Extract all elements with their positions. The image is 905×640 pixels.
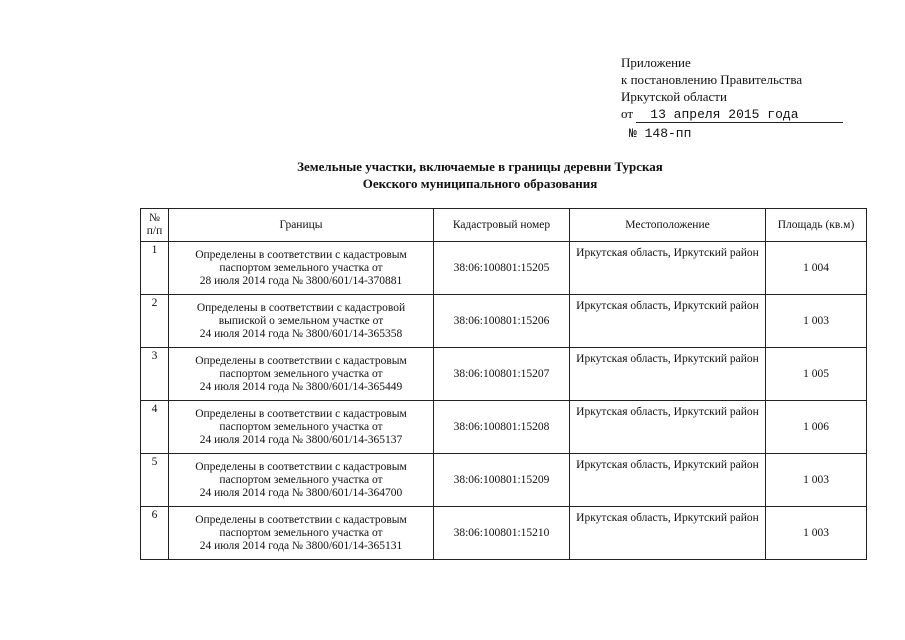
table-header-row [141, 209, 867, 242]
table-row [141, 295, 867, 348]
appendix-block [621, 54, 843, 142]
table-row [141, 348, 867, 401]
row-number: 4 [141, 401, 169, 454]
row-cadastral-number: 38:06:100801:15205 [434, 242, 570, 295]
row-cadastral-number: 38:06:100801:15208 [434, 401, 570, 454]
appendix-date-line [621, 105, 843, 123]
header-cadastral: Кадастровый номер [434, 209, 570, 242]
row-location: Иркутская область, Иркутский район [570, 295, 766, 348]
appendix-line-2: к постановлению Правительства [621, 72, 803, 87]
land-plots-table [140, 208, 867, 560]
table-row [141, 401, 867, 454]
header-location: Местоположение [570, 209, 766, 242]
row-area: 1 005 [766, 348, 867, 401]
table-body [141, 242, 867, 560]
row-bounds: Определены в соответствии с кадастровым паспортом земельного участка от 24 июля 2014 года № 3800/601/14-365131 [169, 507, 434, 560]
appendix-line-1: Приложение [621, 55, 691, 70]
row-area: 1 004 [766, 242, 867, 295]
row-area: 1 006 [766, 401, 867, 454]
table-row [141, 507, 867, 560]
row-cadastral-number: 38:06:100801:15210 [434, 507, 570, 560]
row-location: Иркутская область, Иркутский район [570, 454, 766, 507]
date-prefix: от [621, 106, 634, 121]
row-bounds: Определены в соответствии с кадастровым паспортом земельного участка от 24 июля 2014 года № 3800/601/14-365137 [169, 401, 434, 454]
document-title [180, 158, 780, 192]
row-number: 1 [141, 242, 169, 295]
header-area: Площадь (кв.м) [766, 209, 867, 242]
header-num: № п/п [141, 209, 169, 242]
row-bounds: Определены в соответствии с кадастровым паспортом земельного участка от 24 июля 2014 года № 3800/601/14-365449 [169, 348, 434, 401]
row-cadastral-number: 38:06:100801:15209 [434, 454, 570, 507]
row-bounds: Определены в соответствии с кадастровой выпиской о земельном участке от 24 июля 2014 года № 3800/601/14-365358 [169, 295, 434, 348]
row-number: 2 [141, 295, 169, 348]
row-area: 1 003 [766, 295, 867, 348]
header-bounds: Границы [169, 209, 434, 242]
row-number: 3 [141, 348, 169, 401]
row-cadastral-number: 38:06:100801:15206 [434, 295, 570, 348]
decree-number: № 148-пп [629, 126, 692, 141]
row-area: 1 003 [766, 454, 867, 507]
table-row [141, 242, 867, 295]
row-cadastral-number: 38:06:100801:15207 [434, 348, 570, 401]
row-location: Иркутская область, Иркутский район [570, 401, 766, 454]
title-line-1: Земельные участки, включаемые в границы деревни Турская [297, 159, 663, 174]
table-row [141, 454, 867, 507]
row-location: Иркутская область, Иркутский район [570, 242, 766, 295]
row-bounds: Определены в соответствии с кадастровым паспортом земельного участка от 28 июля 2014 года № 3800/601/14-370881 [169, 242, 434, 295]
row-location: Иркутская область, Иркутский район [570, 507, 766, 560]
row-number: 6 [141, 507, 169, 560]
row-location: Иркутская область, Иркутский район [570, 348, 766, 401]
row-number: 5 [141, 454, 169, 507]
title-line-2: Оекского муниципального образования [362, 176, 598, 191]
appendix-line-3: Иркутской области [621, 89, 727, 104]
row-bounds: Определены в соответствии с кадастровым паспортом земельного участка от 24 июля 2014 года № 3800/601/14-364700 [169, 454, 434, 507]
row-area: 1 003 [766, 507, 867, 560]
date-value: 13 апреля 2015 года [636, 108, 842, 123]
